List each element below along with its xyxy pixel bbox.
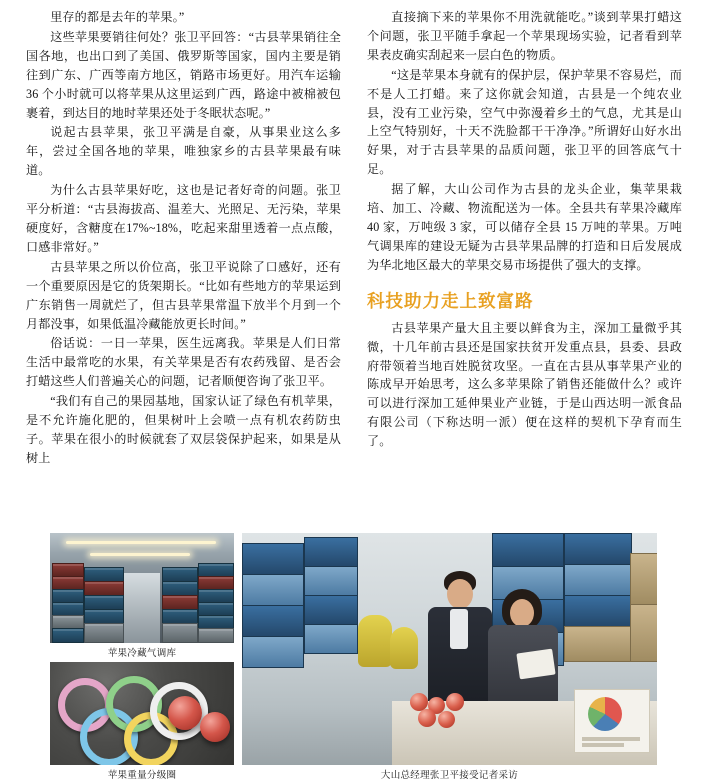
paragraph: 直接摘下来的苹果你不用洗就能吃。”谈到苹果打蜡这个问题，张卫平随手拿起一个苹果现场实验，记者看到苹果表皮确实刮起来一层白色的物质。	[367, 10, 682, 62]
photo-strip	[50, 533, 657, 781]
paragraph: 里存的都是去年的苹果。”	[50, 10, 185, 24]
photo-caption: 苹果重量分级圈	[107, 770, 177, 781]
sizing-rings-photo	[50, 662, 234, 765]
left-column	[26, 8, 341, 469]
paragraph: 据了解，大山公司作为古县的龙头企业，集苹果栽培、加工、冷藏、物流配送为一体。全县共有苹果冷藏库 40 家，万吨级 3 家，可以储存全县 15 万吨的苹果。万吨气调果库的建设无疑为古县苹果品牌的打造和日后发展成为华北地区最大的苹果交易市场提供了强大的支撑。	[367, 182, 682, 272]
two-column-layout	[26, 8, 680, 469]
cold-storage-photo	[50, 533, 234, 643]
photo-caption: 大山总经理张卫平接受记者采访	[380, 770, 519, 781]
interview-photo	[242, 533, 657, 765]
photo-caption: 苹果冷藏气调库	[107, 648, 177, 659]
paragraph: 俗话说：一日一苹果，医生远离我。苹果是人们日常生活中最常吃的水果，有关苹果是否有农药残留、是否会打蜡这些人们普遍关心的问题，记者顺便咨询了张卫平。	[26, 336, 341, 389]
paragraph: 古县苹果之所以价位高，张卫平说除了口感好，还有一个重要原因是它的货架期长。“比如有些地方的苹果运到广东销售一周就烂了，但古县苹果常温下放半个月到一个月都没事，如果低温冷藏能放更长时间。”	[26, 259, 341, 331]
paragraph: 说起古县苹果，张卫平满是自豪，从事果业这么多年，尝过全国各地的苹果，唯独家乡的古县苹果最有味道。	[26, 125, 341, 178]
paragraph: “我们有自己的果园基地，国家认证了绿色有机苹果，是不允许施化肥的，但果树叶上会喷一点有机农药防虫子。苹果在很小的时候就套了双层袋保护起来，如果是从树上	[26, 394, 341, 465]
paragraph: 这些苹果要销往何处？张卫平回答：“古县苹果销往全国各地，也出口到了美国、俄罗斯等国家，国内主要是销往到广东、广西等南方地区，销路市场更好。用汽车运输 36 个小时就可以将苹果从这里运到广西，路途中被棉被包裹着，到达目的地时苹果还处于冬眠状态呢。”	[26, 29, 341, 120]
section-heading: 科技助力走上致富路	[367, 290, 534, 311]
paragraph: “这是苹果本身就有的保护层，保护苹果不容易烂，而不是人工打蜡。来了这你就会知道，古县是一个纯农业县，没有工业污染，空气中弥漫着乡土的气息，尤其是山上空气特别好，十天不洗脸都干干净净。”所谓好山好水出好果，对于古县苹果的品质问题，张卫平的回答底气十足。	[367, 67, 682, 177]
paragraph: 古县苹果产量大且主要以鲜食为主，深加工量微乎其微，十几年前古县还是国家扶贫开发重点县，县委、县政府带领着当地百姓脱贫攻坚。一直在古县从事苹果产业的陈成早开始思考，这么多苹果除了销售还能做什么？或许可以进行深加工延伸果业产业链，于是山西达明一派食品有限公司（下称达明一派）便在这样的契机下孕育而生了。	[367, 320, 682, 449]
paragraph: 为什么古县苹果好吃，这也是记者好奇的问题。张卫平分析道：“古县海拔高、温差大、光照足、无污染，苹果硬度好，含糖度在17%~18%，吃起来甜里透着一点点酸，口感非常好。”	[26, 183, 341, 254]
right-column	[367, 8, 682, 452]
